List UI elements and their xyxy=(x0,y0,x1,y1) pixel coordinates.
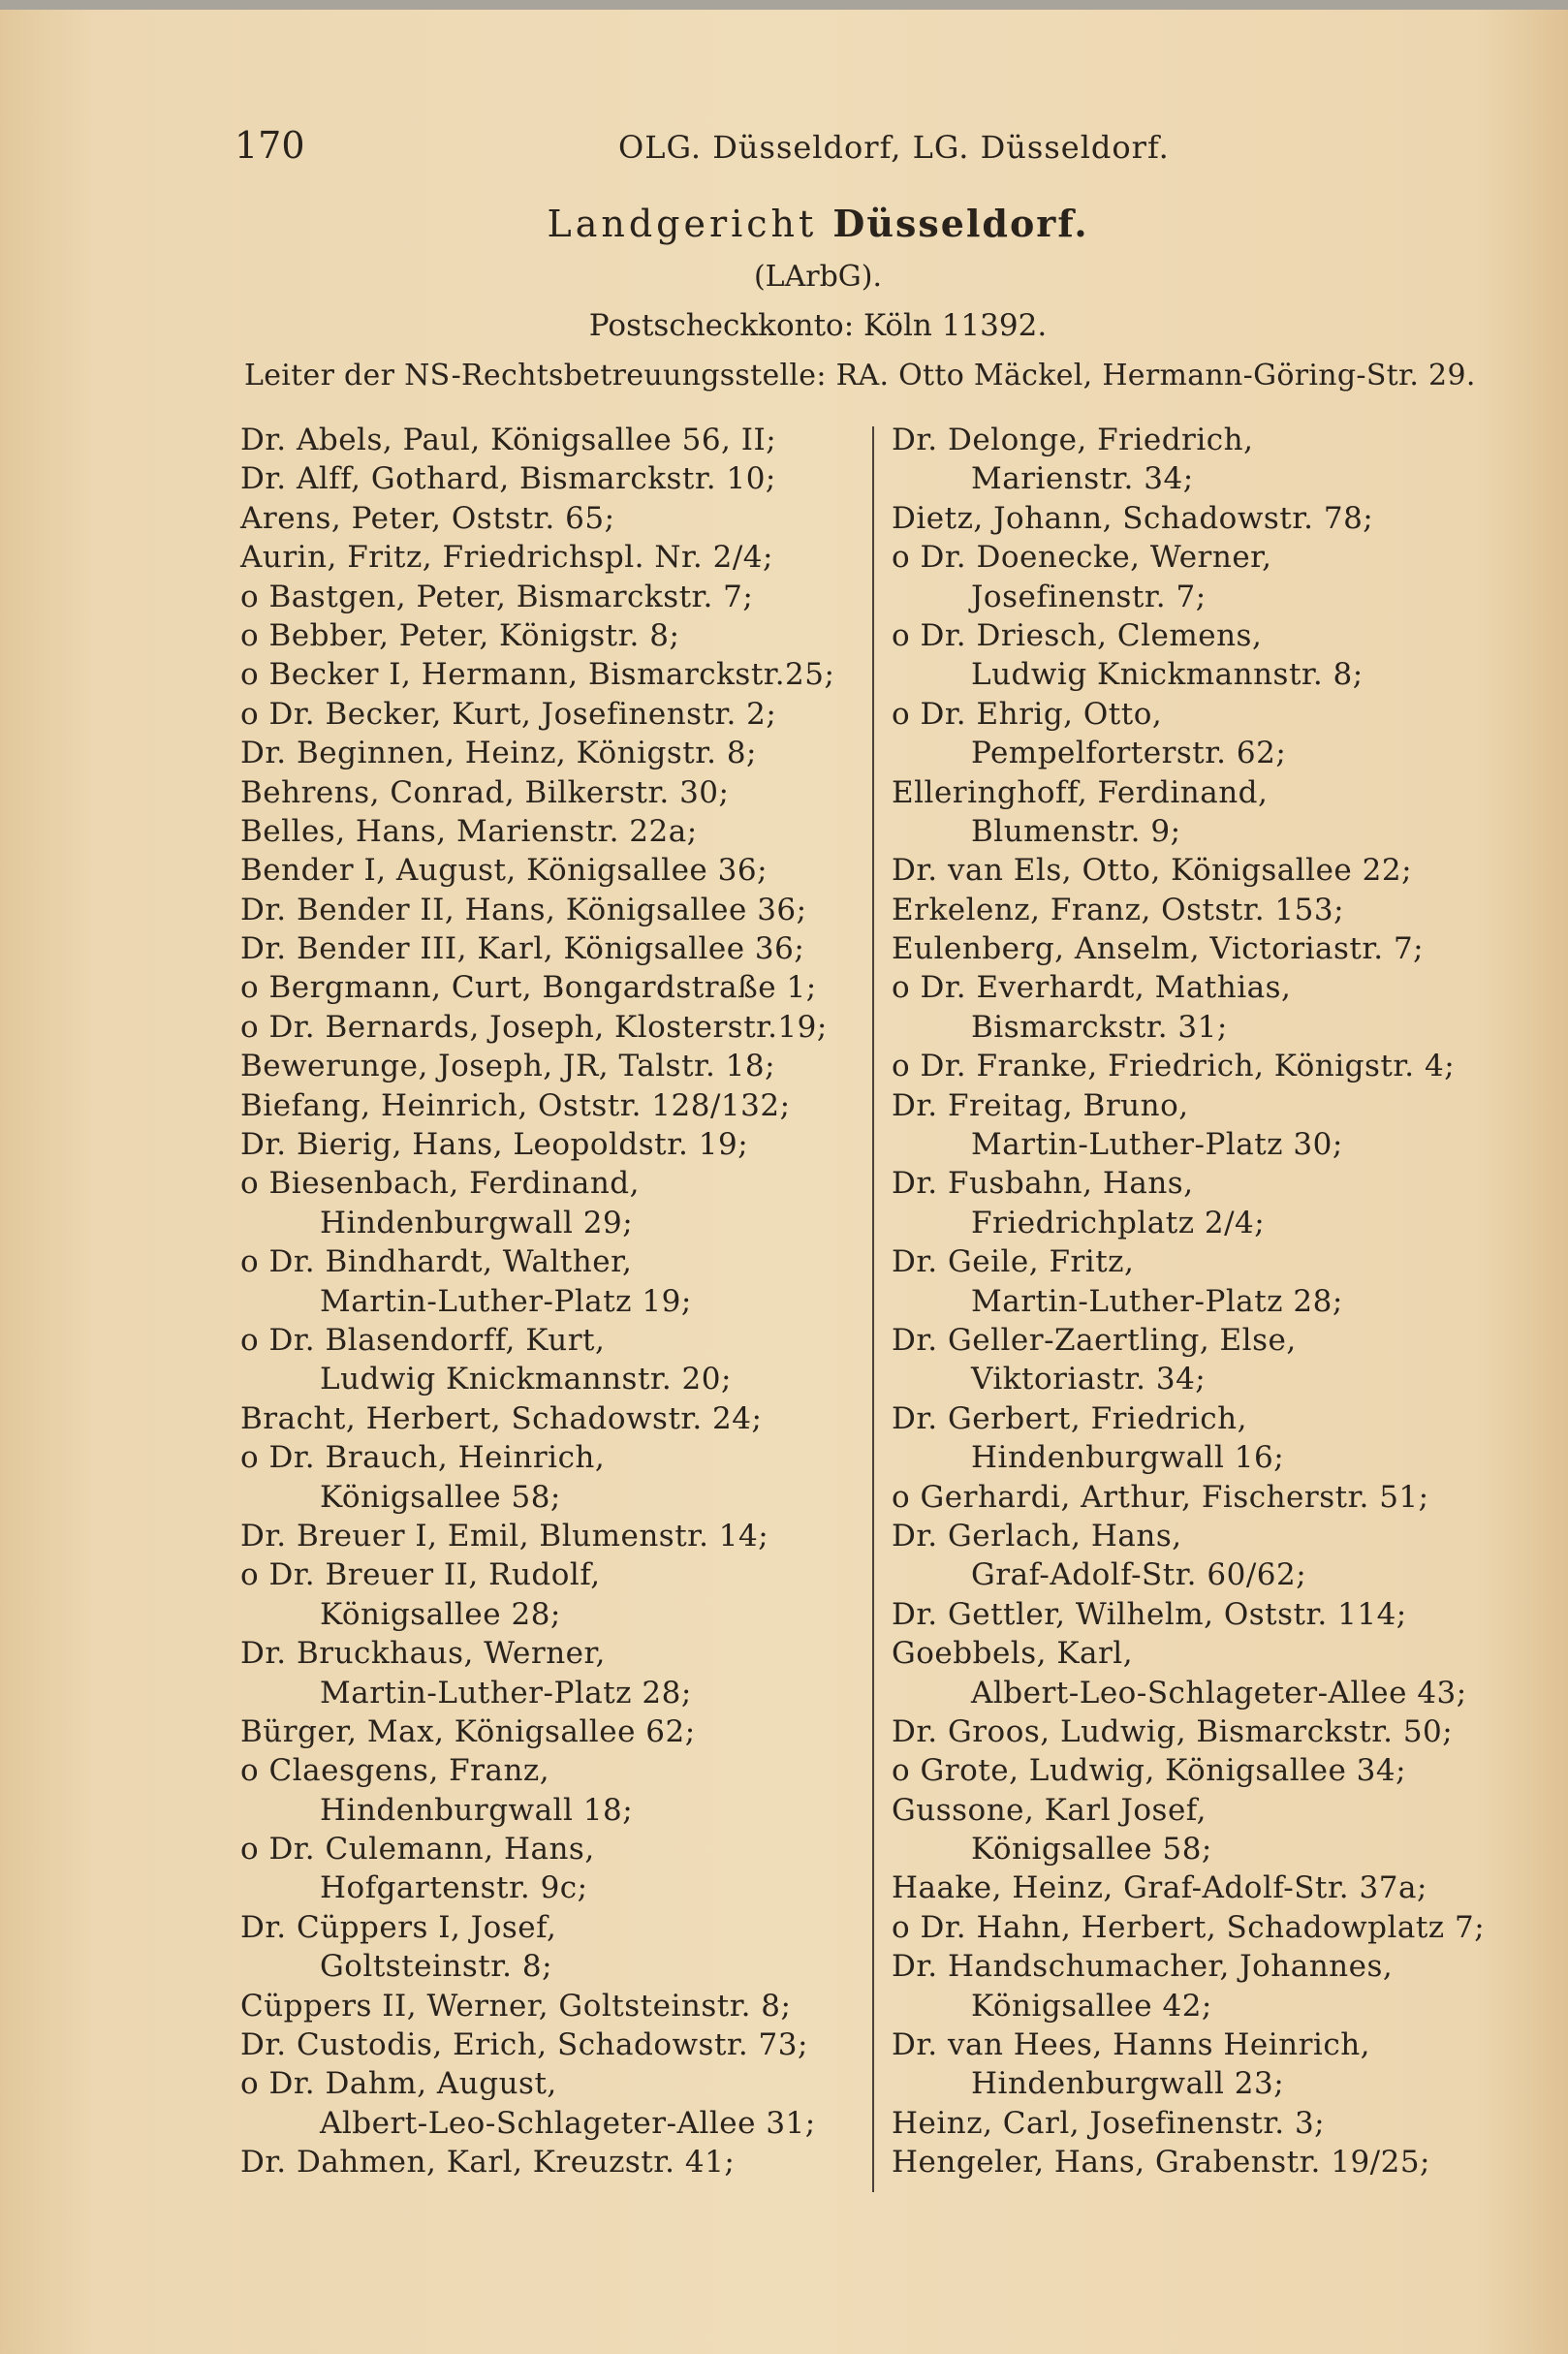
entry-line: Dr. Groos, Ludwig, Bismarckstr. 50; xyxy=(892,1713,1454,1749)
entry-line: o Dr. Breuer II, Rudolf, xyxy=(240,1557,601,1593)
entry-continuation-line: Königsallee 28; xyxy=(320,1596,561,1632)
court-title-city: Düsseldorf. xyxy=(832,202,1089,245)
entry-continuation-line: Josefinenstr. 7; xyxy=(971,579,1207,614)
entry-line: Dr. Custodis, Erich, Schadowstr. 73; xyxy=(240,2027,808,2063)
entry-line: o Dr. Ehrig, Otto, xyxy=(892,696,1163,732)
entry-continuation-line: Hindenburgwall 29; xyxy=(320,1205,634,1240)
entry-line: o Biesenbach, Ferdinand, xyxy=(240,1166,640,1202)
entry-continuation-line: Hofgartenstr. 9c; xyxy=(320,1870,588,1906)
entry-continuation-line: Graf-Adolf-Str. 60/62; xyxy=(971,1557,1307,1593)
entry-line: Biefang, Heinrich, Oststr. 128/132; xyxy=(240,1087,791,1123)
court-subtitle: (LArbG). xyxy=(753,260,883,294)
entry-continuation-line: Martin-Luther-Platz 30; xyxy=(971,1127,1343,1163)
entry-continuation-line: Hindenburgwall 23; xyxy=(971,2066,1285,2102)
entry-continuation-line: Friedrichplatz 2/4; xyxy=(971,1205,1266,1240)
entry-line: Dr. Delonge, Friedrich, xyxy=(892,423,1254,457)
entry-line: Belles, Hans, Marienstr. 22a; xyxy=(240,813,698,849)
entry-continuation-line: Albert-Leo-Schlageter-Allee 43; xyxy=(971,1675,1467,1711)
leiter-line: Leiter der NS-Rechtsbetreuungsstelle: RA. Otto Mäckel, Hermann-Göring-Str. 29. xyxy=(244,359,1476,392)
entry-line: Bracht, Herbert, Schadowstr. 24; xyxy=(240,1400,763,1436)
entry-continuation-line: Ludwig Knickmannstr. 8; xyxy=(971,657,1364,693)
entry-line: Elleringhoff, Ferdinand, xyxy=(892,774,1269,810)
entry-line: Dr. Beginnen, Heinz, Königstr. 8; xyxy=(240,736,757,771)
entry-line: o Dr. Dahm, August, xyxy=(240,2066,557,2102)
entry-line: Bewerunge, Joseph, JR, Talstr. 18; xyxy=(240,1049,776,1084)
entry-line: Dr. van Els, Otto, Königsallee 22; xyxy=(892,853,1413,889)
entry-line: o Dr. Culemann, Hans, xyxy=(240,1832,595,1868)
entry-line: Dr. Gerlach, Hans, xyxy=(892,1518,1182,1554)
entry-line: Cüppers II, Werner, Goltsteinstr. 8; xyxy=(240,1988,792,2024)
entry-line: Dr. Abels, Paul, Königsallee 56, II; xyxy=(240,423,777,457)
entry-line: Gussone, Karl Josef, xyxy=(892,1792,1207,1828)
entry-line: Behrens, Conrad, Bilkerstr. 30; xyxy=(240,774,730,810)
entry-line: Dr. Geile, Fritz, xyxy=(892,1244,1135,1280)
entry-continuation-line: Bismarckstr. 31; xyxy=(971,1009,1228,1045)
entry-line: Dr. Bruckhaus, Werner, xyxy=(240,1636,606,1672)
entry-line: o Grote, Ludwig, Königsallee 34; xyxy=(892,1753,1407,1789)
right-column xyxy=(892,421,1531,2182)
page-number: 170 xyxy=(235,124,305,167)
entry-line: Dr. Alff, Gothard, Bismarckstr. 10; xyxy=(240,461,776,497)
entry-line: Dr. Gettler, Wilhelm, Oststr. 114; xyxy=(892,1596,1407,1632)
entry-line: o Dr. Bernards, Joseph, Klosterstr.19; xyxy=(240,1009,828,1045)
entry-line: Bürger, Max, Königsallee 62; xyxy=(240,1713,696,1749)
entry-line: o Bebber, Peter, Königstr. 8; xyxy=(240,617,680,653)
entry-line: Bender I, August, Königsallee 36; xyxy=(240,853,768,889)
entry-continuation-line: Martin-Luther-Platz 28; xyxy=(971,1283,1343,1319)
entry-continuation-line: Martin-Luther-Platz 19; xyxy=(320,1283,692,1319)
entry-continuation-line: Marienstr. 34; xyxy=(971,461,1194,497)
entry-line: Goebbels, Karl, xyxy=(892,1636,1134,1672)
entry-continuation-line: Königsallee 58; xyxy=(320,1479,561,1515)
entry-continuation-line: Blumenstr. 9; xyxy=(971,813,1181,849)
entry-line: o Dr. Blasendorff, Kurt, xyxy=(240,1322,606,1358)
entry-line: Dr. Bender II, Hans, Königsallee 36; xyxy=(240,892,807,927)
entry-line: Dr. Freitag, Bruno, xyxy=(892,1087,1189,1123)
entry-continuation-line: Albert-Leo-Schlageter-Allee 31; xyxy=(320,2105,816,2141)
entry-line: Aurin, Fritz, Friedrichspl. Nr. 2/4; xyxy=(240,540,773,576)
entry-line: o Gerhardi, Arthur, Fischerstr. 51; xyxy=(892,1479,1429,1515)
entry-line: o Dr. Franke, Friedrich, Königstr. 4; xyxy=(892,1049,1456,1084)
entry-line: o Dr. Hahn, Herbert, Schadowplatz 7; xyxy=(892,1909,1486,1945)
scan-edge xyxy=(0,0,1568,10)
entry-line: Dr. Handschumacher, Johannes, xyxy=(892,1949,1394,1985)
court-title xyxy=(0,202,1568,245)
entry-line: o Becker I, Hermann, Bismarckstr.25; xyxy=(240,657,835,693)
entry-line: o Dr. Becker, Kurt, Josefinenstr. 2; xyxy=(240,696,777,732)
entry-line: Dr. Cüppers I, Josef, xyxy=(240,1909,557,1945)
entry-continuation-line: Ludwig Knickmannstr. 20; xyxy=(320,1362,732,1397)
postscheck-line: Postscheckkonto: Köln 11392. xyxy=(588,308,1048,343)
entry-line: Arens, Peter, Oststr. 65; xyxy=(240,500,615,536)
entry-line: o Dr. Everhardt, Mathias, xyxy=(892,970,1292,1006)
entry-line: o Bergmann, Curt, Bongardstraße 1; xyxy=(240,970,817,1006)
entry-line: o Bastgen, Peter, Bismarckstr. 7; xyxy=(240,579,754,614)
entry-line: Dietz, Johann, Schadowstr. 78; xyxy=(892,500,1374,536)
entry-continuation-line: Pempelforterstr. 62; xyxy=(971,736,1287,771)
column-divider xyxy=(872,426,874,2192)
entry-continuation-line: Königsallee 58; xyxy=(971,1832,1212,1868)
entry-line: Heinz, Carl, Josefinenstr. 3; xyxy=(892,2105,1326,2141)
entry-line: o Claesgens, Franz, xyxy=(240,1753,550,1789)
entry-line: o Dr. Driesch, Clemens, xyxy=(892,617,1263,653)
entry-line: o Dr. Brauch, Heinrich, xyxy=(240,1440,606,1476)
entry-continuation-line: Hindenburgwall 18; xyxy=(320,1792,634,1828)
entry-line: o Dr. Doenecke, Werner, xyxy=(892,540,1272,576)
entry-line: Hengeler, Hans, Grabenstr. 19/25; xyxy=(892,2145,1431,2181)
running-head: OLG. Düsseldorf, LG. Düsseldorf. xyxy=(618,129,1170,166)
entry-line: Haake, Heinz, Graf-Adolf-Str. 37a; xyxy=(892,1870,1427,1906)
entry-line: Dr. Dahmen, Karl, Kreuzstr. 41; xyxy=(240,2145,736,2181)
left-column xyxy=(240,421,870,2182)
entry-continuation-line: Martin-Luther-Platz 28; xyxy=(320,1675,692,1711)
entry-line: o Dr. Bindhardt, Walther, xyxy=(240,1244,633,1280)
entry-continuation-line: Viktoriastr. 34; xyxy=(971,1362,1207,1397)
court-title-prefix: Landgericht xyxy=(547,203,818,245)
entry-line: Dr. Bender III, Karl, Königsallee 36; xyxy=(240,931,805,967)
entry-continuation-line: Königsallee 42; xyxy=(971,1988,1212,2024)
entry-continuation-line: Goltsteinstr. 8; xyxy=(320,1949,553,1985)
entry-line: Dr. Geller-Zaertling, Else, xyxy=(892,1322,1297,1358)
entry-line: Dr. Breuer I, Emil, Blumenstr. 14; xyxy=(240,1518,769,1554)
entry-line: Eulenberg, Anselm, Victoriastr. 7; xyxy=(892,931,1425,967)
entry-continuation-line: Hindenburgwall 16; xyxy=(971,1440,1285,1476)
entry-line: Erkelenz, Franz, Oststr. 153; xyxy=(892,892,1345,927)
entry-line: Dr. Bierig, Hans, Leopoldstr. 19; xyxy=(240,1127,749,1163)
entry-line: Dr. Gerbert, Friedrich, xyxy=(892,1400,1247,1436)
entry-line: Dr. van Hees, Hanns Heinrich, xyxy=(892,2027,1371,2063)
entry-line: Dr. Fusbahn, Hans, xyxy=(892,1166,1194,1202)
